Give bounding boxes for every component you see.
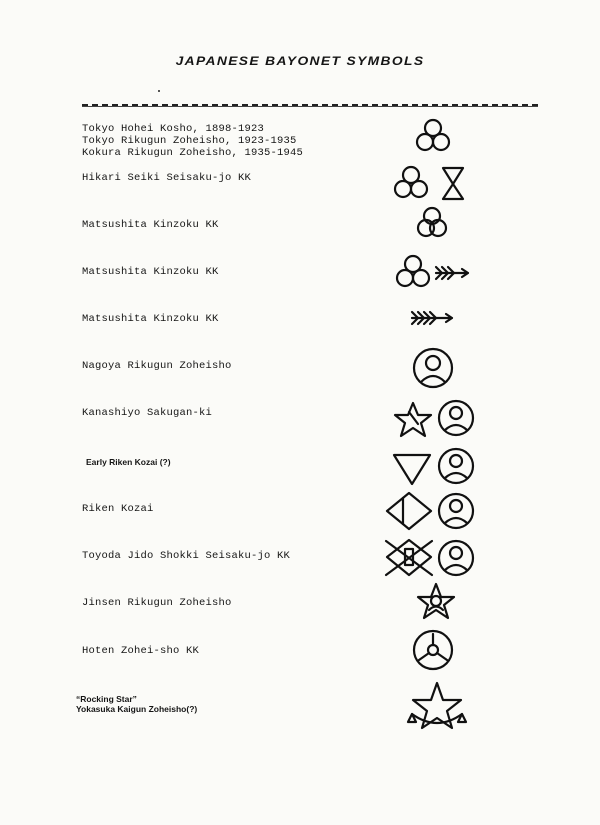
entry-label-2: Hikari Seiki Seisaku-jo KK: [82, 172, 252, 184]
page-title: JAPANESE BAYONET SYMBOLS: [175, 54, 425, 68]
stray-mark: [158, 90, 160, 92]
entry-label-10: Toyoda Jido Shokki Seisaku-jo KK: [82, 550, 291, 562]
circles-arrow-icon: [397, 256, 468, 286]
entry-label-13: “Rocking Star” Yokasuka Kaigun Zoheisho(?): [76, 694, 198, 714]
hoten-wheel-icon: [414, 631, 452, 669]
entry-label-3: Matsushita Kinzoku KK: [82, 219, 219, 231]
entry-label-5: Matsushita Kinzoku KK: [82, 313, 219, 325]
arrow-icon: [412, 312, 452, 324]
header-divider-underline: [82, 106, 538, 107]
entry-label-8: Early Riken Kozai (?): [86, 457, 171, 467]
three-circles-icon: [417, 120, 449, 150]
entry-label-7: Kanashiyo Sakugan-ki: [82, 407, 213, 419]
entry-label-6: Nagoya Rikugun Zoheisho: [82, 360, 232, 372]
jinsen-star-icon: [418, 584, 454, 618]
entry-label-12: Hoten Zohei-sho KK: [82, 645, 200, 657]
rocking-star-icon: [408, 683, 466, 728]
star-nagoya-icon: [395, 401, 473, 436]
entry-label-1: Tokyo Hohei Kosho, 1898-1923 Tokyo Rikugun Zoheisho, 1923-1935 Kokura Rikugun Zoheisho, 1935-1945: [82, 123, 304, 159]
three-circles-hourglass-icon: [395, 167, 463, 199]
entry-label-4: Matsushita Kinzoku KK: [82, 266, 219, 278]
entry-label-11: Jinsen Rikugun Zoheisho: [82, 597, 232, 609]
crossed-diamond-nagoya-icon: [386, 540, 473, 575]
nagoya-circle-icon: [414, 349, 452, 387]
entry-label-9: Riken Kozai: [82, 503, 154, 515]
triangle-nagoya-icon: [394, 449, 473, 484]
overlapping-circles-icon: [418, 208, 446, 236]
diamond-nagoya-icon: [387, 493, 473, 529]
